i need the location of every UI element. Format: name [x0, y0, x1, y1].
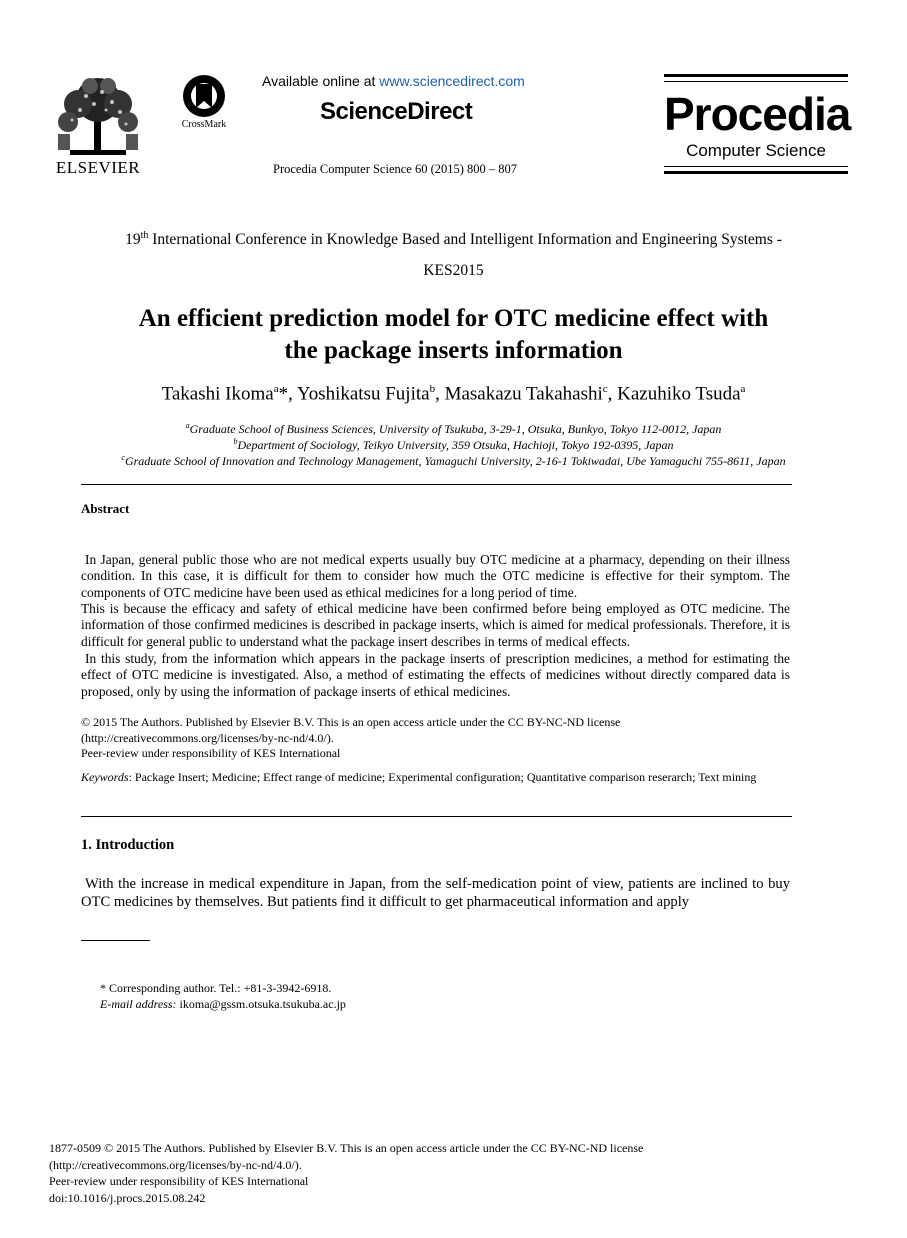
license-link[interactable]: (http://creativecommons.org/licenses/by-nc-nd/4.0/).	[81, 730, 334, 745]
affiliation-b	[60, 437, 847, 453]
corresponding-author: * Corresponding author. Tel.: +81-3-3942-6918.	[100, 981, 332, 995]
copyright-line-1: © 2015 The Authors. Published by Elsevier B.V. This is an open access article under the CC BY-NC-ND license	[81, 715, 621, 729]
divider	[81, 816, 792, 817]
copyright-notice	[81, 715, 790, 762]
sciencedirect-link[interactable]: www.sciencedirect.com	[379, 73, 525, 89]
footnote-rule	[81, 940, 150, 941]
article-title-line1: An efficient prediction model for OTC medicine effect with	[138, 305, 769, 332]
page-footer	[49, 1140, 769, 1206]
crossmark-label: CrossMark	[181, 119, 227, 130]
author-separator: ,	[435, 383, 445, 405]
email-address[interactable]: ikoma@gssm.otsuka.tsukuba.ac.jp	[176, 997, 346, 1011]
procedia-logo	[664, 74, 851, 174]
introduction-heading: 1. Introduction	[81, 837, 175, 853]
conference-acronym: KES2015	[423, 262, 484, 279]
affiliation-c	[60, 453, 847, 469]
affiliation-mark: c	[121, 453, 125, 462]
conference-name-rest: International Conference in Knowledge Based and Intelligent Information and Engineering Systems -	[148, 231, 782, 249]
elsevier-wordmark: ELSEVIER	[55, 158, 141, 177]
footer-doi[interactable]: doi:10.1016/j.procs.2015.08.242	[49, 1190, 206, 1205]
affiliation-text: Graduate School of Business Sciences, University of Tsukuba, 3-29-1, Otsuka, Bunkyo, Tokyo 112-0012, Japan	[189, 422, 722, 436]
abstract-heading: Abstract	[81, 501, 130, 516]
author-affil-mark: a	[273, 383, 279, 395]
affiliation-mark: b	[233, 437, 238, 446]
procedia-logo-subtitle: Computer Science	[686, 141, 826, 160]
available-online-prefix: Available online at	[262, 73, 380, 89]
journal-citation: Procedia Computer Science 60 (2015) 800 – 807	[273, 162, 518, 176]
keywords	[81, 769, 790, 787]
footer-peer-review: Peer-review under responsibility of KES International	[49, 1174, 309, 1188]
conference-ordinal-suffix: th	[140, 230, 149, 241]
author-separator: ,	[607, 383, 618, 405]
author-name: Masakazu Takahashi	[444, 383, 603, 405]
conference-name	[60, 230, 847, 249]
conference-ordinal: 19	[125, 231, 141, 249]
sciencedirect-title: ScienceDirect	[320, 98, 473, 125]
footer-license-link[interactable]: (http://creativecommons.org/licenses/by-nc-nd/4.0/).	[49, 1157, 302, 1172]
author-name: Kazuhiko Tsuda	[617, 383, 741, 405]
affiliation-mark: a	[185, 421, 190, 430]
author-separator: *,	[278, 383, 297, 405]
abstract-paragraph-2: This is because the efficacy and safety of ethical medicine have been confirmed before being employed as OTC medicine. The information of those confirmed medicines is described in package inserts, which is aimed for medical professionals. Therefore, it is difficult for general public to understand what the package insert describes in terms of medical effects.	[81, 601, 790, 649]
abstract-paragraph-3: In this study, from the information which appears in the package inserts of prescription medicines, a method for estimating the effect of OTC medicine is investigated. Also, a method of estimating the effects of medicines without directly compared data is proposed, only by using the information of package inserts of ethical medicines.	[81, 651, 790, 699]
peer-review-line: Peer-review under responsibility of KES International	[81, 746, 341, 760]
author-list	[60, 383, 847, 405]
divider	[81, 484, 792, 485]
affiliation-text: Graduate School of Innovation and Technology Management, Yamaguchi University, 2-16-1 Tokiwadai, Ube Yamaguchi 755-8611, Japan	[124, 454, 786, 468]
author-affil-mark: a	[740, 383, 746, 395]
available-online-line	[262, 73, 525, 89]
author-name: Yoshikatsu Fujita	[296, 383, 430, 405]
introduction-paragraph: With the increase in medical expenditure in Japan, from the self-medication point of view, patients are inclined to buy OTC medicines by themselves. But patients find it difficult to get pharmaceutical information and apply	[81, 876, 790, 910]
affiliation-text: Department of Sociology, Teikyo University, 359 Otsuka, Hachioji, Tokyo 192-0395, Japan	[237, 438, 674, 452]
footer-issn-copyright: 1877-0509 © 2015 The Authors. Published by Elsevier B.V. This is an open access article under the CC BY-NC-ND license	[49, 1141, 644, 1155]
author-affil-mark: b	[429, 383, 436, 395]
article-title	[60, 303, 847, 367]
affiliation-a	[60, 421, 847, 437]
email-line	[100, 997, 346, 1012]
author-name: Takashi Ikoma	[161, 383, 274, 405]
article-title-line2: the package inserts information	[284, 337, 623, 364]
keywords-label: Keywords	[81, 770, 129, 784]
email-label: E-mail address:	[100, 997, 177, 1011]
procedia-logo-title: Procedia	[664, 88, 851, 140]
abstract-paragraph-1: In Japan, general public those who are not medical experts usually buy OTC medicine at a pharmacy, depending on their illness condition. In this case, it is difficult for them to consider how much the OTC medicine is effective for their symptom. The components of OTC medicine have been used as ethical medicines for a long period of time.	[81, 552, 790, 600]
keywords-text: : Package Insert; Medicine; Effect range of medicine; Experimental configuration; Quantitative comparison reserarch; Text mining	[128, 770, 757, 784]
author-affil-mark: c	[602, 383, 608, 395]
